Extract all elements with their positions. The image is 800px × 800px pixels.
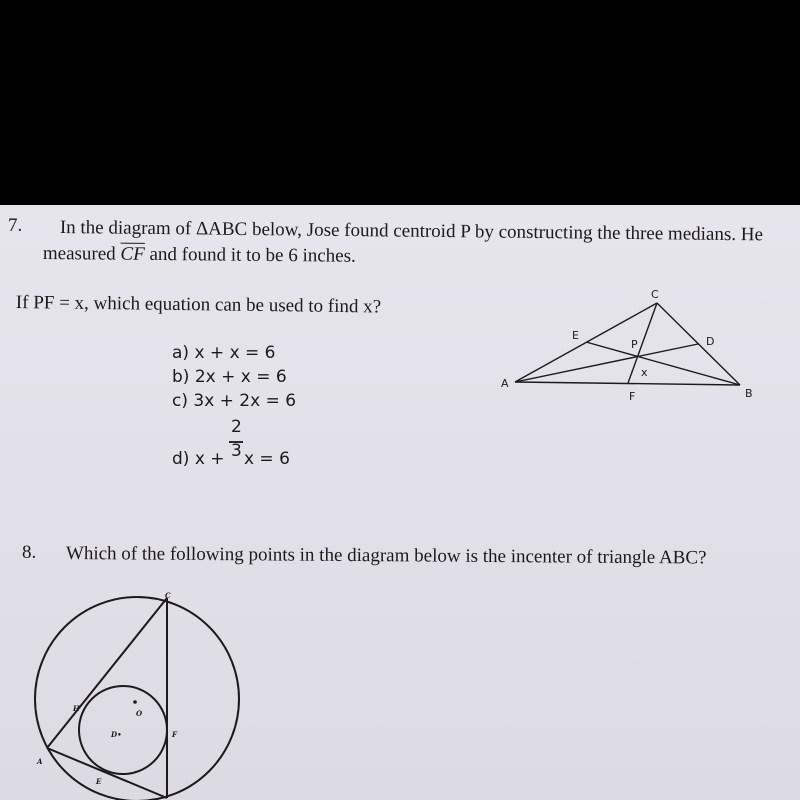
question-7-prompt: If PF = x, which equation can be used to find x? [15, 292, 382, 318]
side-ab [47, 748, 167, 798]
median-ad [515, 344, 698, 382]
label-a: A [501, 377, 509, 390]
label-d: D [706, 335, 715, 348]
circumscribed-circle [35, 597, 239, 800]
label-f: F [629, 390, 636, 403]
label-h: H [73, 704, 80, 713]
label-e: E [572, 329, 579, 342]
point-o [133, 700, 137, 704]
median-be [586, 342, 740, 385]
inscribed-circle [79, 686, 167, 774]
label-x: x [641, 366, 648, 379]
choice-d: d) x + x = 6 [172, 449, 290, 469]
label-f: F [172, 730, 177, 739]
question-7-text-line1: In the diagram of ΔABC below, Jose found centroid P by constructing the three medians. He [59, 217, 764, 246]
question-7-number: 7. [8, 215, 23, 236]
side-ca [47, 598, 167, 748]
label-e: E [96, 777, 102, 786]
label-p: P [631, 338, 638, 351]
fraction-numerator: 2 [231, 417, 242, 437]
label-b: B [745, 387, 753, 400]
choice-b: b) 2x + x = 6 [172, 367, 287, 387]
segment-cf: $\overline{CF}$ [120, 243, 145, 265]
label-d: D• [111, 730, 122, 739]
question-8-text: Which of the following points in the diagram below is the incenter of triangle ABC? [65, 543, 707, 569]
label-c: C [165, 591, 171, 600]
label-o: O [136, 709, 143, 718]
label-c: C [651, 290, 659, 301]
triangle-centroid-diagram [495, 290, 760, 405]
dark-background [0, 0, 800, 205]
question-7-text-line2: measured $\overline{CF}$ and found it to be 6 inches. [42, 243, 356, 267]
label-a: A [37, 757, 43, 766]
question-8-number: 8. [22, 542, 37, 563]
incenter-diagram [25, 590, 250, 800]
worksheet-page [0, 205, 800, 800]
choice-c: c) 3x + 2x = 6 [172, 391, 297, 411]
fraction-denominator: 3 [231, 441, 242, 461]
choice-a: a) x + x = 6 [172, 343, 276, 363]
